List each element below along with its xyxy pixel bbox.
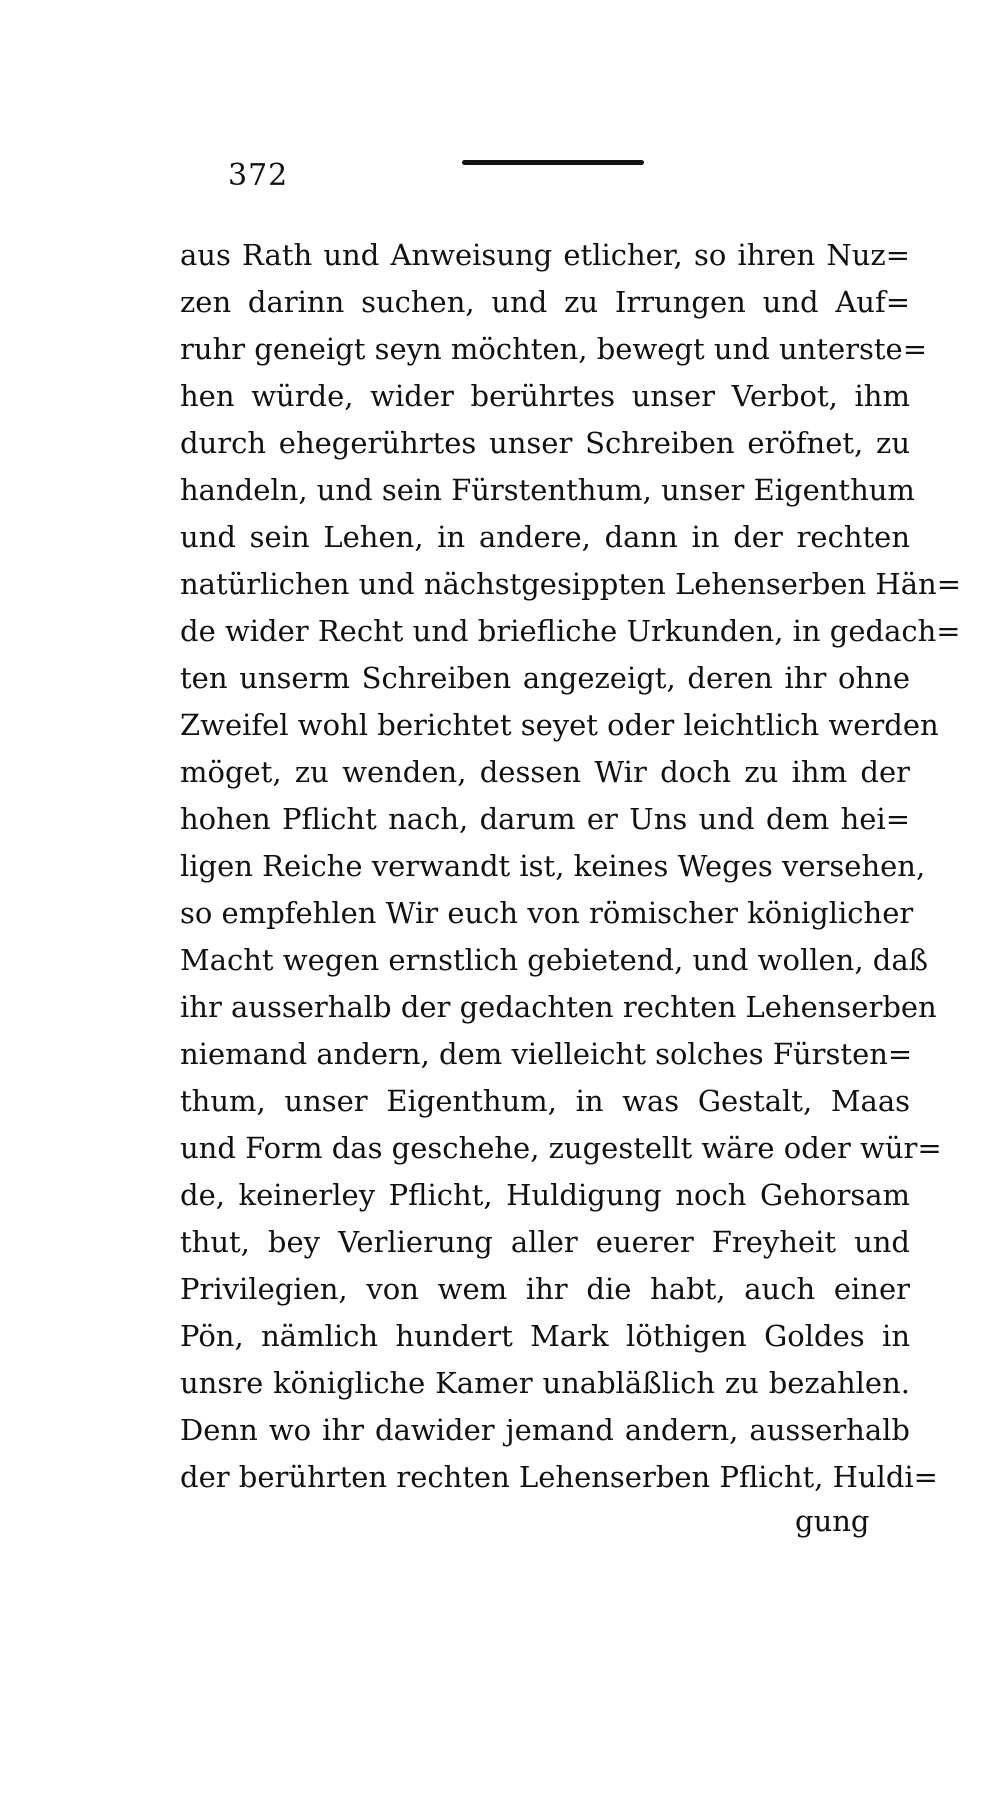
text-line: Denn wo ihr dawider jemand andern, ausserhalb	[180, 1413, 910, 1447]
text-line: thum, unser Eigenthum, in was Gestalt, Maas	[180, 1084, 910, 1118]
text-line: unsre königliche Kamer unabläßlich zu bezahlen.	[180, 1366, 910, 1400]
text-line: ten unserm Schreiben angezeigt, deren ihr ohne	[180, 661, 910, 695]
page-number: 372	[228, 158, 289, 193]
text-line: Zweifel wohl berichtet seyet oder leichtlich werden	[180, 708, 939, 742]
text-line: und sein Lehen, in andere, dann in der rechten	[180, 520, 910, 554]
text-line: aus Rath und Anweisung etlicher, so ihren Nuz=	[180, 238, 910, 272]
text-line: und Form das geschehe, zugestellt wäre oder wür=	[180, 1131, 942, 1165]
text-line: natürlichen und nächstgesippten Lehenserben Hän=	[180, 567, 961, 601]
text-line: ihr ausserhalb der gedachten rechten Lehenserben	[180, 990, 937, 1024]
catchword: gung	[795, 1504, 870, 1538]
text-line: der berührten rechten Lehenserben Pflicht, Huldi=	[180, 1460, 938, 1494]
text-line: hohen Pflicht nach, darum er Uns und dem hei=	[180, 802, 910, 836]
body-text	[180, 232, 961, 1501]
text-line: Pön, nämlich hundert Mark löthigen Goldes in	[180, 1319, 910, 1353]
text-line: ruhr geneigt seyn möchten, bewegt und unterste=	[180, 332, 928, 366]
text-line: thut, bey Verlierung aller euerer Freyheit und	[180, 1225, 910, 1259]
text-line: so empfehlen Wir euch von römischer königlicher	[180, 896, 914, 930]
header-rule	[462, 160, 644, 165]
text-line: ligen Reiche verwandt ist, keines Weges versehen,	[180, 849, 926, 883]
text-line: de wider Recht und briefliche Urkunden, in gedach=	[180, 614, 961, 648]
text-line: de, keinerley Pflicht, Huldigung noch Gehorsam	[180, 1178, 910, 1212]
text-line: hen würde, wider berührtes unser Verbot, ihm	[180, 379, 910, 413]
text-line: handeln, und sein Fürstenthum, unser Eigenthum	[180, 473, 915, 507]
text-line: durch ehegerührtes unser Schreiben eröfnet, zu	[180, 426, 910, 460]
text-line: Privilegien, von wem ihr die habt, auch einer	[180, 1272, 910, 1306]
text-line: niemand andern, dem vielleicht solches Fürsten=	[180, 1037, 913, 1071]
text-line: möget, zu wenden, dessen Wir doch zu ihm der	[180, 755, 910, 789]
text-line: Macht wegen ernstlich gebietend, und wollen, daß	[180, 943, 928, 977]
text-line: zen darinn suchen, und zu Irrungen und Auf=	[180, 285, 910, 319]
